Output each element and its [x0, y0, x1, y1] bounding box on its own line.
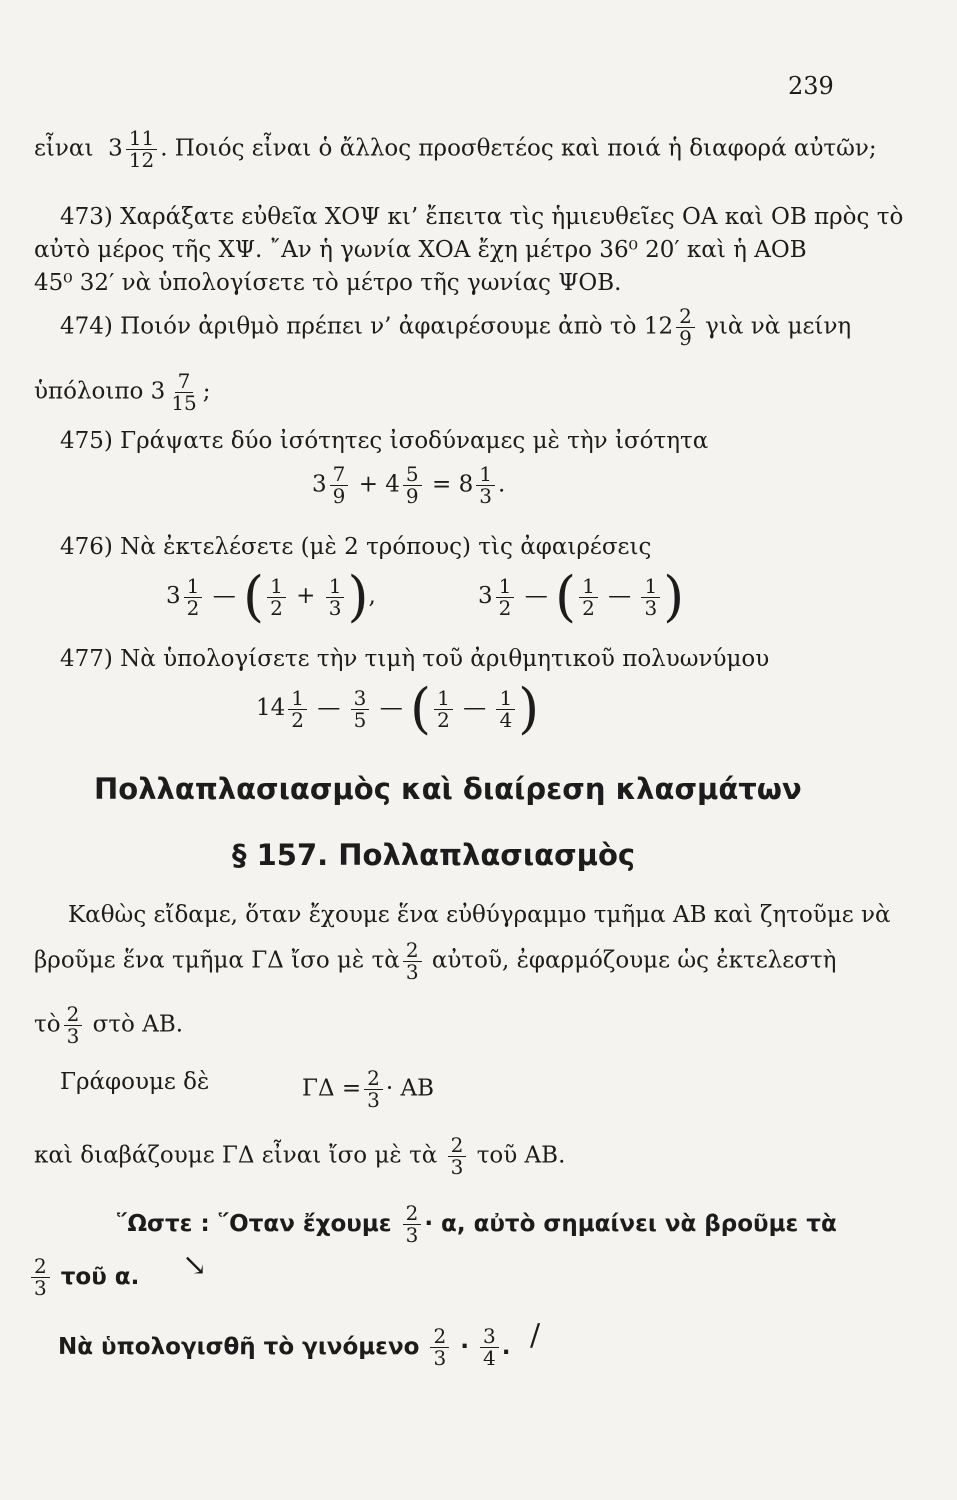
fraction: $\frac{2}{3}$	[403, 1203, 422, 1246]
exercise-475-text: 475) Γράψατε δύο ἰσότητες ἰσοδύναμες μὲ τὴν ἰσότητα	[60, 428, 709, 454]
exercise-475-equation: 3 $\frac{7}{9}$ + 4 $\frac{5}{9}$ = 8 $\frac{1}{3}$ .	[312, 462, 506, 508]
fraction: $\frac{2}{9}$	[676, 306, 695, 349]
fraction: $\frac{11}{12}$	[126, 128, 157, 171]
subsection-title: § 157. Πολλαπλασιασμὸς	[232, 838, 636, 872]
paragraph-line1: Καθὼς εἴδαμε, ὅταν ἔχουμε ἕνα εὐθύγραμμο τμῆμα ΑΒ καὶ ζητοῦμε νὰ	[68, 902, 891, 928]
pencil-slash-icon: ∕	[530, 1318, 541, 1353]
exercise-474-line2: ὑπόλοιπο 3 $\frac{7}{15}$ ;	[34, 369, 211, 415]
section-title: Πολλαπλασιασμὸς καὶ διαίρεση κλασμάτων	[94, 772, 802, 806]
fraction: $\frac{1}{2}$	[267, 576, 286, 619]
fraction: $\frac{1}{4}$	[496, 688, 515, 731]
fraction: $\frac{1}{2}$	[579, 576, 598, 619]
fraction: $\frac{5}{9}$	[403, 464, 422, 507]
fraction: $\frac{3}{4}$	[480, 1326, 499, 1369]
fraction: $\frac{1}{3}$	[326, 576, 345, 619]
rule-line1: ῞Ωστε : ῞Οταν ἔχουμε $\frac{2}{3}$ · α, αὐτὸ σημαίνει νὰ βροῦμε τὰ	[116, 1201, 837, 1247]
fraction: $\frac{2}{3}$	[64, 1004, 83, 1047]
fraction: $\frac{2}{3}$	[403, 940, 422, 983]
fraction: $\frac{2}{3}$	[448, 1135, 467, 1178]
exercise-473-line2: αὐτὸ μέρος τῆς ΧΨ. ῎Αν ἡ γωνία ΧΟΑ ἔχη μέτρο 36⁰ 20′ καὶ ἡ ΑΟΒ	[34, 237, 807, 263]
write-label: Γράφουμε δὲ	[60, 1069, 210, 1095]
exercise-476-expr-a: 3 $\frac{1}{2}$ — ( $\frac{1}{2}$ + $\frac{1}{3}$ ),	[166, 565, 376, 628]
exercise-477-text: 477) Νὰ ὑπολογίσετε τὴν τιμὴ τοῦ ἀριθμητικοῦ πολυωνύμου	[60, 646, 770, 672]
fraction: $\frac{2}{3}$	[364, 1068, 383, 1111]
read-line: καὶ διαβάζουμε ΓΔ εἶναι ἴσο μὲ τὰ $\frac{2}{3}$ τοῦ ΑΒ.	[34, 1133, 566, 1179]
paragraph-line3: τὸ $\frac{2}{3}$ στὸ ΑΒ.	[34, 1002, 184, 1048]
fraction: $\frac{2}{3}$	[430, 1326, 449, 1369]
fraction: $\frac{7}{9}$	[330, 464, 349, 507]
exercise-476-expr-b: 3 $\frac{1}{2}$ — ( $\frac{1}{2}$ — $\frac{1}{3}$ )	[478, 565, 685, 628]
exercise-473-line3: 45⁰ 32′ νὰ ὑπολογίσετε τὸ μέτρο τῆς γωνίας ΨΟΒ.	[34, 270, 622, 296]
fraction: $\frac{7}{15}$	[171, 369, 197, 415]
fraction: $\frac{1}{2}$	[434, 688, 453, 731]
exercise-477-expression: 14 $\frac{1}{2}$ — $\frac{3}{5}$ — ( $\frac{1}{2}$ — $\frac{1}{4}$ )	[256, 677, 540, 740]
exercise-472-continuation: εἶναι 3 $\frac{11}{12}$ . Ποιός εἶναι ὁ ἄλλος προσθετέος καὶ ποιά ἡ διαφορά αὐτῶν;	[34, 126, 877, 172]
pencil-tick-icon: ↘	[182, 1248, 208, 1283]
fraction: $\frac{1}{2}$	[496, 576, 515, 619]
fraction: $\frac{1}{2}$	[288, 688, 307, 731]
formula: ΓΔ = $\frac{2}{3}$ · ΑΒ	[302, 1066, 435, 1112]
exercise-474-line1: 474) Ποιόν ἀριθμὸ πρέπει ν’ ἀφαιρέσουμε ἀπὸ τὸ 12 $\frac{2}{9}$ γιὰ νὰ μείνη	[60, 304, 852, 350]
fraction: $\frac{1}{3}$	[641, 576, 660, 619]
paragraph-line2: βροῦμε ἕνα τμῆμα ΓΔ ἴσο μὲ τὰ $\frac{2}{3}$ αὐτοῦ, ἐφαρμόζουμε ὡς ἐκτελεστὴ	[34, 938, 837, 984]
exercise-476-text: 476) Νὰ ἐκτελέσετε (μὲ 2 τρόπους) τὶς ἀφαιρέσεις	[60, 534, 652, 560]
fraction: $\frac{1}{2}$	[184, 576, 203, 619]
fraction: $\frac{3}{5}$	[351, 688, 370, 731]
rule-line2: $\frac{2}{3}$ τοῦ α.	[28, 1256, 139, 1299]
exercise-473-line1: 473) Χαράξατε εὐθεῖα ΧΟΨ κι’ ἔπειτα τὶς ἡμιευθεῖες ΟΑ καὶ ΟΒ πρὸς τὸ	[60, 204, 904, 230]
fraction: $\frac{1}{3}$	[476, 464, 495, 507]
task-line: Νὰ ὑπολογισθῆ τὸ γινόμενο $\frac{2}{3}$ · $\frac{3}{4}$ .	[58, 1324, 511, 1370]
page-number: 239	[788, 72, 834, 100]
fraction: $\frac{2}{3}$	[31, 1256, 50, 1299]
